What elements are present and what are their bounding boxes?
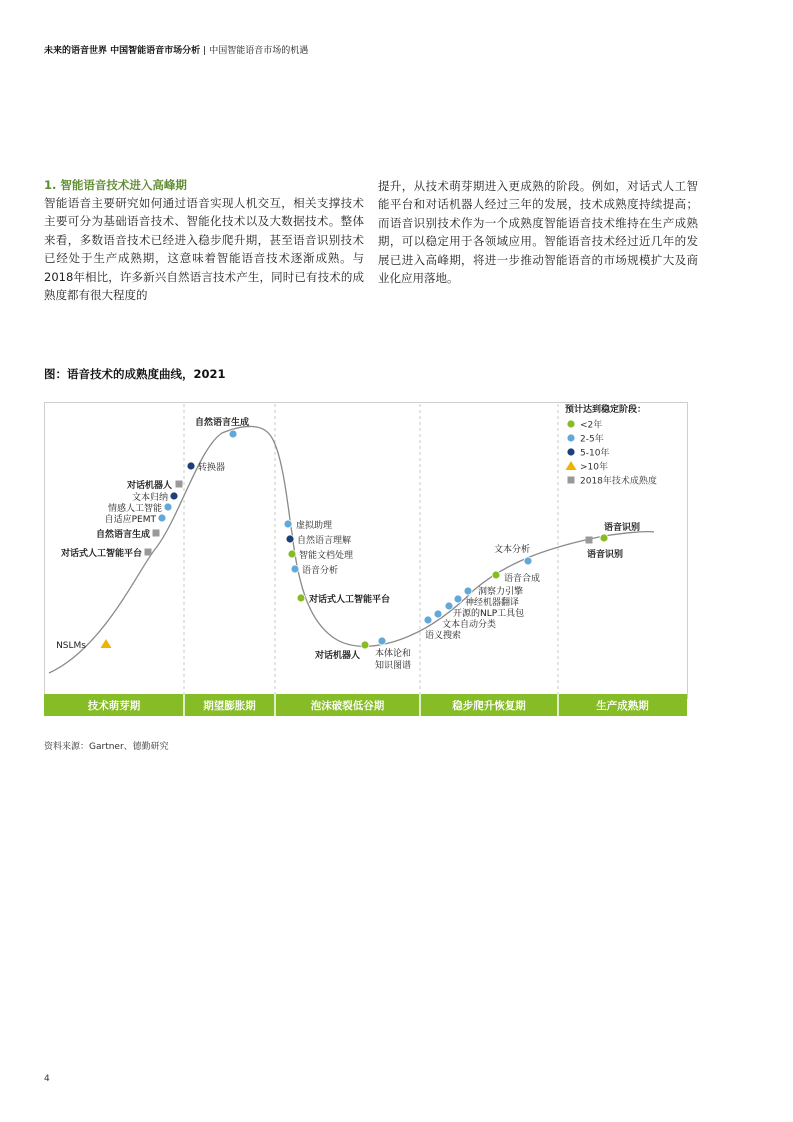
marker-circle — [454, 595, 462, 603]
figure-title: 图：语音技术的成熟度曲线，2021 — [44, 367, 226, 381]
phase-label: 期望膨胀期 — [203, 700, 256, 712]
marker-circle — [445, 602, 453, 610]
marker-triangle — [101, 639, 112, 648]
marker-circle — [187, 462, 195, 470]
phase-bar — [44, 694, 687, 716]
marker-circle — [434, 610, 442, 618]
technology-label: 文本自动分类 — [442, 620, 497, 630]
technology-label: 开源的NLP工具包 — [453, 609, 525, 619]
technology-point — [494, 543, 532, 565]
marker-circle — [170, 492, 178, 500]
marker-circle — [567, 448, 575, 456]
legend — [565, 403, 657, 487]
technology-point — [291, 564, 338, 576]
marker-square — [568, 477, 575, 484]
technology-label-line2: 知识图谱 — [375, 661, 412, 671]
technology-label: 自然语言生成 — [194, 418, 250, 428]
technology-label: 自然语言生成 — [95, 530, 150, 540]
technology-label: 语音识别 — [587, 550, 624, 560]
marker-circle — [378, 637, 386, 645]
technology-label: 对话机器人 — [126, 481, 172, 491]
technology-point — [492, 571, 540, 584]
section-title: 1. 智能语音技术进入高峰期 — [44, 178, 187, 192]
legend-item-label: 2-5年 — [580, 434, 604, 445]
technology-label: 洞察力引擎 — [478, 587, 524, 597]
legend-item-label: >10年 — [580, 462, 608, 473]
technology-label: 对话式人工智能平台 — [309, 595, 391, 605]
marker-circle — [229, 430, 237, 438]
phase-label: 生产成熟期 — [596, 700, 649, 712]
technology-label: 语义搜索 — [425, 631, 462, 641]
technology-label: 语音合成 — [504, 574, 541, 584]
technology-point — [195, 416, 249, 438]
technology-label: 对话式人工智能平台 — [60, 549, 142, 559]
body-text-left: 智能语音主要研究如何通过语音实现人机交互，相关支撑技术主要可分为基础语音技术、智能化技术以及大数据技术。整体来看，多数语音技术已经进入稳步爬升期，甚至语音识别技术已经处于生产成熟期，这意味着智能语音技术逐渐成熟。与2018年相比，许多新兴自然语言技术产生，同时已有技术的成熟度都有很大程度的 — [44, 196, 364, 303]
technology-label: 智能文档处理 — [299, 551, 354, 561]
technology-label: 文本分析 — [494, 545, 531, 555]
marker-circle — [361, 641, 369, 649]
marker-square — [145, 549, 152, 556]
marker-circle — [492, 571, 500, 579]
header-title: 未来的语音世界 中国智能语音市场分析 — [44, 46, 201, 56]
technology-label: 神经机器翻译 — [465, 598, 520, 608]
technology-point — [286, 534, 351, 546]
technology-label: 转换器 — [198, 463, 226, 473]
marker-square — [176, 481, 183, 488]
marker-circle — [524, 557, 532, 565]
marker-circle — [286, 535, 294, 543]
phase-label: 技术萌芽期 — [87, 700, 141, 712]
page-number: 4 — [44, 1074, 50, 1084]
technology-point — [297, 593, 390, 605]
legend-item-label: 5-10年 — [580, 448, 610, 459]
technology-point — [187, 461, 225, 473]
technology-label: 语音识别 — [604, 523, 641, 533]
technology-label: 情感人工智能 — [107, 504, 162, 514]
technology-point — [108, 502, 172, 514]
marker-circle — [567, 420, 575, 428]
technology-label: 虚拟助理 — [296, 521, 333, 531]
phase-label: 泡沫破裂低谷期 — [310, 700, 385, 712]
legend-item-label: 2018年技术成熟度 — [580, 476, 657, 487]
technology-label: 本体论和 — [375, 649, 412, 659]
technology-point — [314, 641, 369, 661]
body-text-right: 提升，从技术萌芽期进入更成熟的阶段。例如，对话式人工智能平台和对话机器人经过三年的发展，技术成熟度持续提高；而语音识别技术作为一个成熟度智能语音技术维持在生产成熟期，可以稳定用于各领域应用。智能语音技术经过近几年的发展已进入高峰期，将进一步推动智能语音的市场规模扩大及商业化应用落地。 — [378, 179, 698, 286]
technology-point — [60, 547, 152, 559]
marker-circle — [567, 434, 575, 442]
marker-square — [586, 537, 593, 544]
technology-label: 自适应PEMT — [104, 515, 156, 525]
marker-triangle — [566, 461, 577, 470]
marker-circle — [424, 616, 432, 624]
marker-circle — [284, 520, 292, 528]
technology-point — [600, 521, 640, 542]
marker-circle — [164, 503, 172, 511]
technology-label: 对话机器人 — [314, 651, 360, 661]
technology-point — [126, 479, 183, 491]
technology-label: 语音分析 — [302, 566, 339, 576]
technology-point — [132, 491, 178, 503]
figure-source: 资料来源：Gartner、德勤研究 — [44, 742, 169, 752]
marker-circle — [600, 534, 608, 542]
technology-point — [288, 549, 353, 561]
marker-circle — [158, 514, 166, 522]
legend-item-label: <2年 — [580, 420, 603, 431]
marker-circle — [464, 587, 472, 595]
technology-label: NSLMs — [56, 641, 86, 651]
marker-circle — [297, 594, 305, 602]
marker-circle — [288, 550, 296, 558]
hype-cycle-chart — [44, 398, 689, 720]
technology-points — [56, 416, 640, 671]
marker-square — [153, 530, 160, 537]
legend-title: 预计达到稳定阶段： — [565, 405, 647, 415]
phase-label: 稳步爬升恢复期 — [452, 700, 526, 712]
running-header — [44, 43, 308, 56]
technology-point — [56, 639, 111, 651]
header-subtitle: 中国智能语音市场的机遇 — [209, 46, 309, 56]
technology-point — [105, 513, 166, 525]
marker-circle — [291, 565, 299, 573]
technology-label: 自然语言理解 — [297, 536, 352, 546]
technology-point — [96, 528, 160, 540]
technology-label: 文本归纳 — [131, 493, 168, 503]
header-separator: | — [203, 46, 207, 56]
